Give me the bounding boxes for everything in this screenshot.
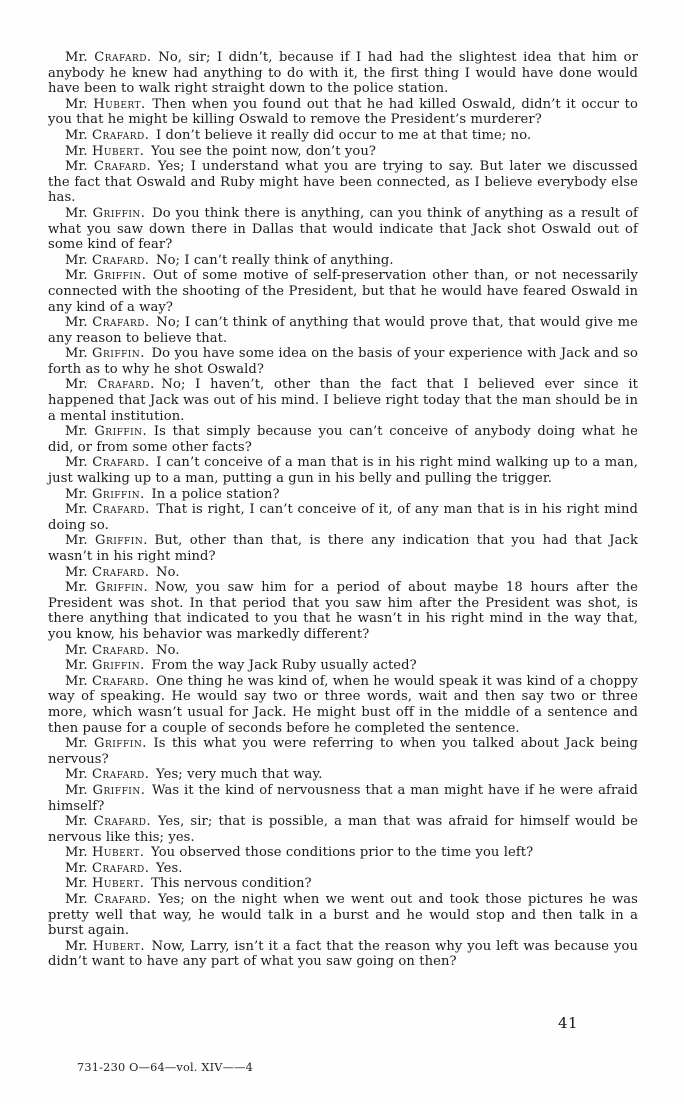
speaker-name: Mr. Griffin.: [65, 782, 146, 798]
dialogue-paragraph: Mr. Crafard. No.: [65, 564, 180, 580]
dialogue-paragraph: Mr. Griffin. From the way Jack Ruby usually acted?: [65, 658, 417, 674]
speaker-name: Mr. Hubert.: [65, 143, 145, 159]
dialogue-paragraph: Mr. Crafard. No; I can’t really think of anything.: [65, 252, 394, 268]
speaker-name: Mr. Griffin.: [65, 658, 145, 674]
speaker-name: Mr. Hubert.: [65, 876, 145, 892]
dialogue-paragraph: Mr. Griffin. Is that simply because you can’t conceive of anybody doing what he did, or from some other facts?: [48, 424, 638, 455]
dialogue-paragraph: Mr. Crafard. Yes, sir; that is possible, a man that was afraid for himself would be nervous like this; yes.: [48, 814, 638, 845]
page-number: 41: [558, 1014, 579, 1032]
dialogue-paragraph: Mr. Crafard. One thing he was kind of, when he would speak it was kind of a choppy way of speaking. He would say two or three words, wait and then say two or three more, which wasn’t usual for Jack. He might bust off in the middle of a sentence and then pause for a couple of seconds before he completed the sentence.: [48, 673, 639, 736]
dialogue-paragraph: Mr. Crafard. Yes; I understand what you are trying to say. But later we discussed the fact that Oswald and Ruby might have been connected, as I believe everybody else has.: [48, 159, 639, 206]
print-footer: 731-230 O—64—vol. XIV——4: [77, 1061, 253, 1074]
dialogue-paragraph: Mr. Crafard. No; I haven’t, other than the fact that I believed ever since it happened that Jack was out of his mind. I believe right today that the man should be in a mental institution.: [48, 377, 639, 424]
dialogue-paragraph: Mr. Crafard. No.: [65, 642, 180, 658]
dialogue-paragraph: Mr. Crafard. Yes.: [65, 860, 183, 876]
speaker-name: Mr. Hubert.: [65, 845, 145, 861]
dialogue-paragraph: Mr. Hubert. Now, Larry, isn’t it a fact that the reason why you left was because you didn’t want to have any part of what you saw going on then?: [48, 938, 639, 970]
speaker-name: Mr. Crafard.: [65, 673, 150, 689]
speaker-name: Mr. Griffin.: [65, 736, 147, 752]
speaker-name: Mr. Hubert.: [65, 96, 146, 112]
speaker-name: Mr. Crafard.: [65, 50, 152, 65]
speaker-name: Mr. Crafard.: [65, 159, 152, 175]
dialogue-paragraph: Mr. Crafard. I can’t conceive of a man that is in his right mind walking up to a man, just walking up to a man, putting a gun in his belly and pulling the trigger.: [48, 455, 638, 487]
dialogue-paragraph: Mr. Griffin. Now, you saw him for a period of about maybe 18 hours after the President was shot. In that period that you saw him after the President was shot, is there anything that indicated to you that he wasn’t in his right mind in the way that, you know, his behavior was markedly different?: [48, 580, 638, 642]
dialogue-paragraph: Mr. Griffin. Do you have some idea on the basis of your experience with Jack and so forth as to why he shot Oswald?: [48, 346, 639, 377]
speaker-name: Mr. Crafard.: [65, 315, 150, 331]
speaker-name: Mr. Crafard.: [65, 252, 150, 268]
dialogue-paragraph: Mr. Hubert. This nervous condition?: [65, 876, 312, 892]
speaker-name: Mr. Griffin.: [65, 486, 145, 502]
dialogue-paragraph: Mr. Hubert. Then when you found out that he had killed Oswald, didn’t it occur to you that he might be killing Oswald to remove the President’s murderer?: [48, 96, 638, 128]
speaker-name: Mr. Crafard.: [65, 564, 150, 580]
dialogue-paragraph: Mr. Hubert. You observed those conditions prior to the time you left?: [65, 845, 534, 861]
dialogue-paragraph: Mr. Griffin. But, other than that, is there any indication that you had that Jack wasn’t in his right mind?: [48, 533, 638, 564]
speaker-name: Mr. Griffin.: [65, 346, 145, 362]
speaker-name: Mr. Crafard.: [65, 642, 150, 658]
dialogue-paragraph: Mr. Griffin. In a police station?: [65, 486, 280, 502]
dialogue-paragraph: Mr. Crafard. I don’t believe it really did occur to me at that time; no.: [65, 127, 532, 143]
speaker-name: Mr. Griffin.: [65, 205, 146, 221]
speaker-name: Mr. Crafard.: [65, 860, 150, 876]
speaker-name: Mr. Crafard.: [65, 455, 150, 471]
speaker-name: Mr. Crafard.: [65, 377, 155, 393]
speaker-name: Mr. Crafard.: [65, 767, 150, 783]
speaker-name: Mr. Griffin.: [65, 533, 148, 549]
dialogue-paragraph: Mr. Griffin. Was it the kind of nervousness that a man might have if he were afraid himself?: [48, 782, 639, 814]
dialogue-paragraph: Mr. Crafard. Yes; on the night when we went out and took those pictures he was pretty well that way, he would talk in a burst and he would stop and then talk in a burst again.: [48, 892, 638, 939]
speaker-name: Mr. Crafard.: [65, 892, 152, 908]
dialogue-paragraph: Mr. Griffin. Is this what you were referring to when you talked about Jack being nervous?: [48, 736, 639, 767]
speaker-name: Mr. Crafard.: [65, 127, 150, 143]
speaker-name: Mr. Crafard.: [65, 502, 150, 518]
speaker-name: Mr. Crafard.: [65, 814, 152, 830]
speaker-name: Mr. Griffin.: [65, 580, 149, 596]
dialogue-paragraph: Mr. Crafard. That is right, I can’t conceive of it, of any man that is in his right mind doing so.: [48, 502, 638, 533]
dialogue-paragraph: Mr. Griffin. Out of some motive of self-preservation other than, or not necessarily connected with the shooting of the President, but that he would have feared Oswald in any kind of a way?: [48, 268, 638, 315]
dialogue-paragraph: Mr. Crafard. Yes; very much that way.: [65, 767, 323, 783]
transcript: [48, 50, 638, 970]
speaker-name: Mr. Griffin.: [65, 268, 147, 284]
dialogue-paragraph: Mr. Griffin. Do you think there is anything, can you think of anything as a result of what you saw down there in Dallas that would indicate that Jack shot Oswald out of some kind of fear?: [48, 205, 638, 253]
speaker-name: Mr. Griffin.: [65, 424, 148, 440]
dialogue-paragraph: Mr. Hubert. You see the point now, don’t you?: [65, 143, 376, 159]
dialogue-paragraph: Mr. Crafard. No; I can’t think of anything that would prove that, that would give me any reason to believe that.: [48, 315, 639, 346]
dialogue-paragraph: Mr. Crafard. No, sir; I didn’t, because if I had had the slightest idea that him or anybody he knew had anything to do with it, the first thing I would have done would have been to walk right straight down to the police station.: [48, 50, 639, 97]
speaker-name: Mr. Hubert.: [65, 938, 146, 954]
